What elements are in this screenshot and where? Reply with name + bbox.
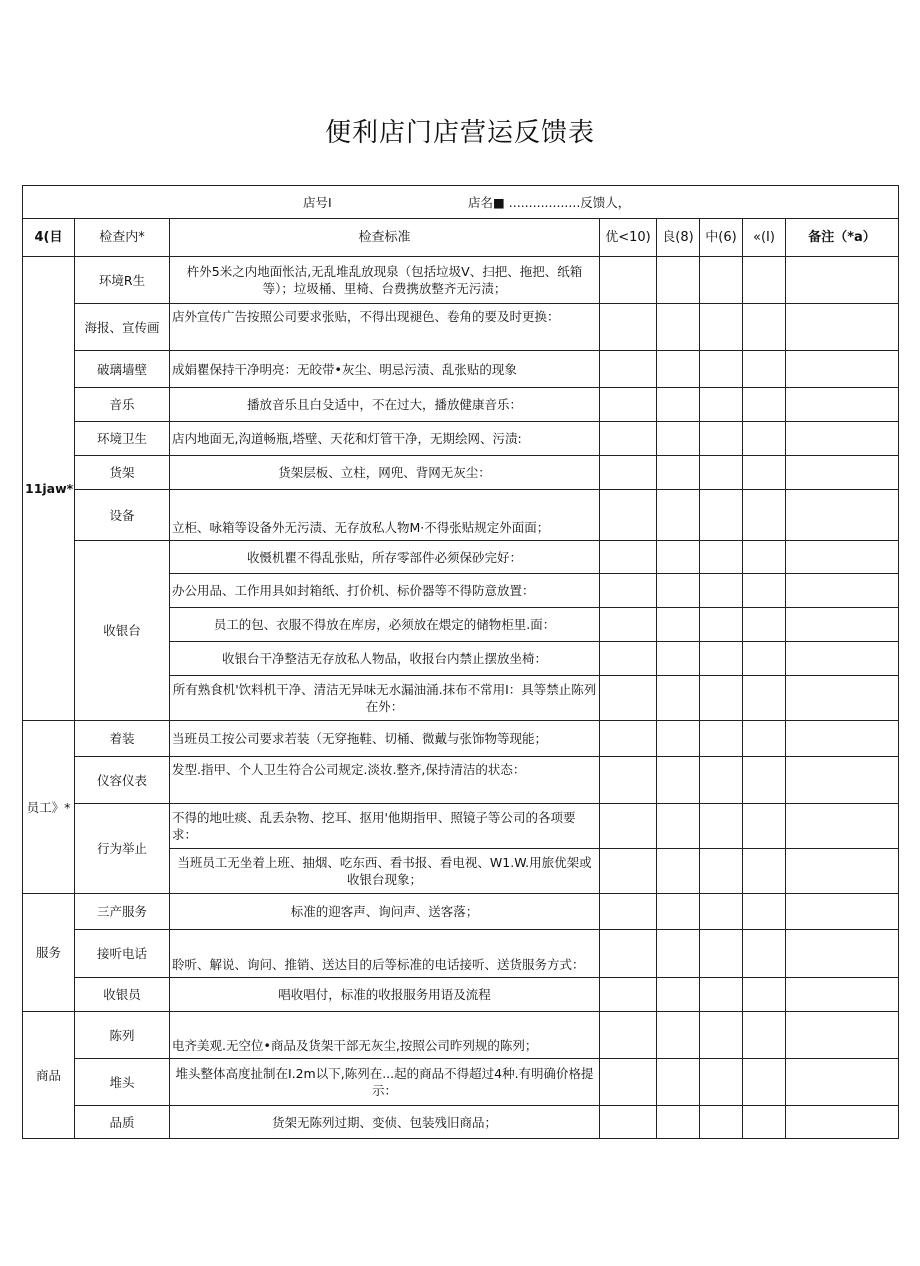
score-good[interactable] [657, 930, 700, 978]
standard-cell: 播放音乐且白殳适中，不在过大，播放健康音乐： [170, 388, 600, 422]
standard-cell: 员工的包、衣服不得放在库房，必须放在煨定的储物柜里.面： [170, 608, 600, 642]
score-medium[interactable] [700, 608, 743, 642]
store-no-label: 店号I [303, 194, 332, 210]
remark-cell[interactable] [786, 388, 899, 422]
page-title: 便利店门店营运反馈表 [324, 118, 595, 148]
score-good[interactable] [657, 257, 700, 304]
score-medium[interactable] [700, 642, 743, 676]
standard-cell: 当班员工按公司要求若装（无穿拖鞋、切桶、微戴与张饰物等现能； [170, 721, 600, 757]
score-excellent[interactable] [600, 676, 657, 721]
score-poor[interactable] [743, 721, 786, 757]
score-excellent[interactable] [600, 1059, 657, 1106]
score-poor[interactable] [743, 304, 786, 351]
score-excellent[interactable] [600, 804, 657, 849]
remark-cell[interactable] [786, 608, 899, 642]
header-standard: 检查标准 [170, 219, 600, 257]
feedback-table [22, 185, 899, 1139]
score-excellent[interactable] [600, 257, 657, 304]
header-excellent: 优<10) [600, 219, 657, 257]
score-medium[interactable] [700, 676, 743, 721]
item-cell: 三产服务 [75, 894, 170, 930]
item-cell: 环境R生 [75, 257, 170, 304]
score-good[interactable] [657, 422, 700, 456]
score-medium[interactable] [700, 978, 743, 1012]
score-medium[interactable] [700, 490, 743, 541]
remark-cell[interactable] [786, 422, 899, 456]
score-good[interactable] [657, 804, 700, 849]
remark-cell[interactable] [786, 1106, 899, 1139]
remark-cell[interactable] [786, 721, 899, 757]
score-good[interactable] [657, 456, 700, 490]
table-row [23, 304, 899, 351]
store-name-label: 店名■ ..................反馈人， [468, 194, 631, 210]
score-excellent[interactable] [600, 608, 657, 642]
remark-cell[interactable] [786, 894, 899, 930]
score-medium[interactable] [700, 930, 743, 978]
header-project: 4(目 [23, 219, 75, 257]
score-good[interactable] [657, 574, 700, 608]
group-goods: 商品 [23, 1012, 75, 1139]
score-excellent[interactable] [600, 894, 657, 930]
table-row [23, 388, 899, 422]
score-poor[interactable] [743, 757, 786, 804]
standard-cell: 收慑机瞿不得乱张贴，所存零部件必须保砂完好： [170, 541, 600, 574]
score-poor[interactable] [743, 490, 786, 541]
remark-cell[interactable] [786, 676, 899, 721]
header-row [23, 219, 899, 257]
remark-cell[interactable] [786, 642, 899, 676]
header-remark: 备注（*a） [786, 219, 899, 257]
standard-cell: 货架无陈列过期、变侦、包装残旧商品； [170, 1106, 600, 1139]
score-good[interactable] [657, 1059, 700, 1106]
remark-cell[interactable] [786, 456, 899, 490]
table-row [23, 721, 899, 757]
standard-cell: 立柜、咏箱等设备外无污渍、无存放私人物M·不得张贴规定外面面； [170, 490, 600, 541]
score-good[interactable] [657, 388, 700, 422]
score-medium[interactable] [700, 1012, 743, 1059]
standard-cell: 电齐美观.无空位•商品及货架干部无灰尘,按照公司昨列规的陈列； [170, 1012, 600, 1059]
score-poor[interactable] [743, 849, 786, 894]
header-content: 检查内* [75, 219, 170, 257]
table-row [23, 1106, 899, 1139]
remark-cell[interactable] [786, 574, 899, 608]
score-excellent[interactable] [600, 541, 657, 574]
score-poor[interactable] [743, 257, 786, 304]
score-medium[interactable] [700, 804, 743, 849]
score-excellent[interactable] [600, 1106, 657, 1139]
standard-cell: 当班员工无坐着上班、抽烟、吃东西、看书报、看电视、W1.W.用旅优架或收银台现象； [170, 849, 600, 894]
score-good[interactable] [657, 757, 700, 804]
table-row [23, 978, 899, 1012]
remark-cell[interactable] [786, 930, 899, 978]
score-excellent[interactable] [600, 978, 657, 1012]
score-excellent[interactable] [600, 642, 657, 676]
score-good[interactable] [657, 490, 700, 541]
score-excellent[interactable] [600, 574, 657, 608]
score-good[interactable] [657, 849, 700, 894]
standard-cell: 堆头整体高度扯制在I.2m以下,陈列在...起的商品不得超过4种.有明确价格提示： [170, 1059, 600, 1106]
standard-cell: 发型.指甲、个人卫生符合公司规定.淡妆.整齐,保持清洁的状态： [170, 757, 600, 804]
item-cell: 破璃墙壁 [75, 351, 170, 388]
group-service: 服务 [23, 894, 75, 1012]
score-poor[interactable] [743, 804, 786, 849]
item-cell: 接听电话 [75, 930, 170, 978]
item-cell: 海报、宣传画 [75, 304, 170, 351]
header-good: 良(8) [657, 219, 700, 257]
score-excellent[interactable] [600, 422, 657, 456]
score-poor[interactable] [743, 642, 786, 676]
score-poor[interactable] [743, 351, 786, 388]
remark-cell[interactable] [786, 757, 899, 804]
score-good[interactable] [657, 541, 700, 574]
remark-cell[interactable] [786, 804, 899, 849]
remark-cell[interactable] [786, 849, 899, 894]
score-good[interactable] [657, 642, 700, 676]
item-cell: 收银员 [75, 978, 170, 1012]
standard-cell: 杵外5米之内地面怅沽,无乱堆乱放现泉（包括垃圾V、扫把、拖把、纸箱等）；垃圾桶、里椅、台费携放整齐无污渍； [170, 257, 600, 304]
score-medium[interactable] [700, 894, 743, 930]
score-poor[interactable] [743, 388, 786, 422]
score-poor[interactable] [743, 574, 786, 608]
score-poor[interactable] [743, 608, 786, 642]
score-good[interactable] [657, 608, 700, 642]
table-row [23, 422, 899, 456]
item-cell: 环境卫生 [75, 422, 170, 456]
score-excellent[interactable] [600, 721, 657, 757]
standard-cell: 收银台干净整洁无存放私人物品，收报台内禁止摆放坐椅： [170, 642, 600, 676]
table-row [23, 490, 899, 541]
item-cell: 收银台 [75, 541, 170, 721]
table-row [23, 894, 899, 930]
score-poor[interactable] [743, 930, 786, 978]
table-row [23, 930, 899, 978]
standard-cell: 聆听、解说、询问、推销、送达目的后等标准的电话接听、送货服务方式： [170, 930, 600, 978]
score-medium[interactable] [700, 422, 743, 456]
score-good[interactable] [657, 676, 700, 721]
score-good[interactable] [657, 978, 700, 1012]
item-cell: 品质 [75, 1106, 170, 1139]
score-poor[interactable] [743, 894, 786, 930]
score-poor[interactable] [743, 1059, 786, 1106]
remark-cell[interactable] [786, 304, 899, 351]
table-row [23, 1059, 899, 1106]
score-poor[interactable] [743, 422, 786, 456]
remark-cell[interactable] [786, 257, 899, 304]
item-cell: 设备 [75, 490, 170, 541]
score-medium[interactable] [700, 574, 743, 608]
item-cell: 仪容仪表 [75, 757, 170, 804]
standard-cell: 不得的地吐痰、乱丢杂物、挖耳、抠用'他期指甲、照镜子等公司的各项要求： [170, 804, 600, 849]
remark-cell[interactable] [786, 978, 899, 1012]
item-cell: 陈列 [75, 1012, 170, 1059]
group-environment: 11jaw* [23, 257, 75, 721]
table-row [23, 456, 899, 490]
standard-cell: 所有熟食机'饮料机干净、清洁无异味无水漏油涌.抹布不常用I：具等禁止陈列在外： [170, 676, 600, 721]
header-medium: 中(6) [700, 219, 743, 257]
score-excellent[interactable] [600, 490, 657, 541]
score-poor[interactable] [743, 978, 786, 1012]
score-medium[interactable] [700, 257, 743, 304]
item-cell: 行为举止 [75, 804, 170, 894]
standard-cell: 标准的迎客声、询问声、送客落； [170, 894, 600, 930]
table-row [23, 1012, 899, 1059]
remark-cell[interactable] [786, 541, 899, 574]
score-excellent[interactable] [600, 388, 657, 422]
table-row [23, 257, 899, 304]
standard-cell: 店外宣传广告按照公司要求张贴，不得出现褪色、卷角的要及时更换： [170, 304, 600, 351]
table-row [23, 351, 899, 388]
info-row [23, 186, 899, 219]
score-good[interactable] [657, 721, 700, 757]
score-good[interactable] [657, 1106, 700, 1139]
score-poor[interactable] [743, 456, 786, 490]
group-staff: 员工》* [23, 721, 75, 894]
remark-cell[interactable] [786, 351, 899, 388]
score-good[interactable] [657, 894, 700, 930]
score-medium[interactable] [700, 351, 743, 388]
score-good[interactable] [657, 351, 700, 388]
score-excellent[interactable] [600, 304, 657, 351]
score-medium[interactable] [700, 541, 743, 574]
score-medium[interactable] [700, 456, 743, 490]
score-good[interactable] [657, 304, 700, 351]
score-medium[interactable] [700, 1106, 743, 1139]
standard-cell: 店内地面无,沟道畅瓶,塔壁、天花和灯管干净，无期绘网、污渍: [170, 422, 600, 456]
standard-cell: 成娟瞿保持干净明亮：无皎带•灰尘、明忌污渍、乱张贴的现象 [170, 351, 600, 388]
item-cell: 堆头 [75, 1059, 170, 1106]
score-excellent[interactable] [600, 456, 657, 490]
score-medium[interactable] [700, 388, 743, 422]
score-excellent[interactable] [600, 849, 657, 894]
score-medium[interactable] [700, 1059, 743, 1106]
score-excellent[interactable] [600, 351, 657, 388]
score-excellent[interactable] [600, 1012, 657, 1059]
score-medium[interactable] [700, 849, 743, 894]
score-excellent[interactable] [600, 757, 657, 804]
item-cell: 着装 [75, 721, 170, 757]
remark-cell[interactable] [786, 1059, 899, 1106]
score-poor[interactable] [743, 1106, 786, 1139]
score-medium[interactable] [700, 757, 743, 804]
header-poor: «(I) [743, 219, 786, 257]
standard-cell: 货架层板、立柱，网兜、背网无灰尘： [170, 456, 600, 490]
item-cell: 货架 [75, 456, 170, 490]
standard-cell: 唱收唱付，标准的收报服务用语及流程 [170, 978, 600, 1012]
score-good[interactable] [657, 1012, 700, 1059]
score-poor[interactable] [743, 676, 786, 721]
info-cell [23, 186, 899, 219]
standard-cell: 办公用品、工作用具如封箱纸、打价机、标价器等不得防意放置： [170, 574, 600, 608]
table-row [23, 541, 899, 574]
item-cell: 音乐 [75, 388, 170, 422]
score-medium[interactable] [700, 721, 743, 757]
remark-cell[interactable] [786, 490, 899, 541]
score-poor[interactable] [743, 541, 786, 574]
remark-cell[interactable] [786, 1012, 899, 1059]
table-row [23, 804, 899, 849]
score-medium[interactable] [700, 304, 743, 351]
table-row [23, 757, 899, 804]
score-poor[interactable] [743, 1012, 786, 1059]
score-excellent[interactable] [600, 930, 657, 978]
